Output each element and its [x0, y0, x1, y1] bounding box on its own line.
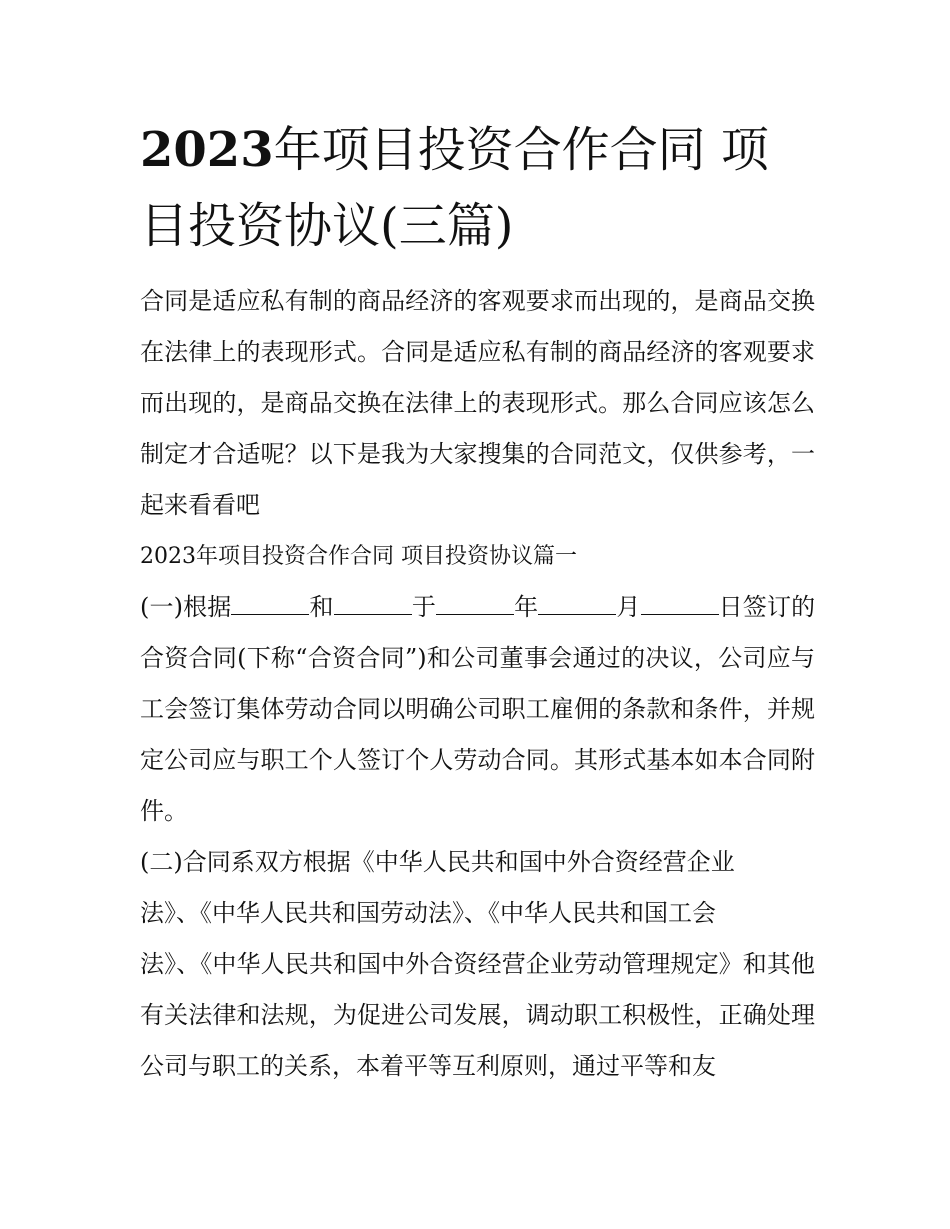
intro-paragraph: 合同是适应私有制的商品经济的客观要求而出现的，是商品交换在法律上的表现形式。合同是适应私有制的商品经济的客观要求而出现的，是商品交换在法律上的表现形式。那么合同应该怎么制定才合适呢？以下是我为大家搜集的合同范文，仅供参考，一起来看看吧 [140, 287, 815, 519]
clause-1-word-3: 年 [513, 593, 539, 621]
title-line1-text: 年项目投资合作合同 项 [273, 122, 769, 178]
title-line2-text: 目投资协议(三篇) [140, 198, 514, 254]
clause-1-word-1: 和 [309, 593, 334, 621]
blank-field [334, 592, 412, 615]
clause-1-word-2: 于 [411, 593, 436, 621]
clause-2-rest: 法》、《中华人民共和国中外合资经营企业劳动管理规定》和其他有关法律和法规，为促进公司发展，调动职工积极性，正确处理公司与职工的关系，本着平等互利原则，通过平等和友 [140, 950, 815, 1080]
blank-field [231, 592, 309, 615]
clause-2-line-1: (二)合同系双方根据《中华人民共和国中外合资经营企业 [140, 848, 735, 876]
document-title [140, 112, 820, 264]
blank-field [538, 592, 616, 615]
clause-1-word-4: 月 [616, 593, 641, 621]
clause-1-rest: 订的合资合同(下称“合资合同”)和公司董事会通过的决议，公司应与工会签订集体劳动合同以明确公司职工雇佣的条款和条件，并规定公司应与职工个人签订个人劳动合同。其形式基本如本合同附件。 [140, 593, 816, 825]
clause-2-line-2: 法》、《中华人民共和国劳动法》、《中华人民共和国工会 [140, 899, 716, 927]
blank-field [641, 592, 719, 615]
clause-1-paragraph [140, 582, 815, 837]
clause-2-paragraph [140, 837, 815, 1092]
title-year: 2023 [140, 122, 274, 178]
document-body [140, 276, 815, 1092]
section-heading: 2023年项目投资合作合同 项目投资协议篇一 [140, 544, 577, 569]
blank-field [436, 592, 514, 615]
clause-1-word-5: 日签 [718, 593, 767, 621]
clause-1-prefix: (一)根据 [140, 593, 232, 621]
